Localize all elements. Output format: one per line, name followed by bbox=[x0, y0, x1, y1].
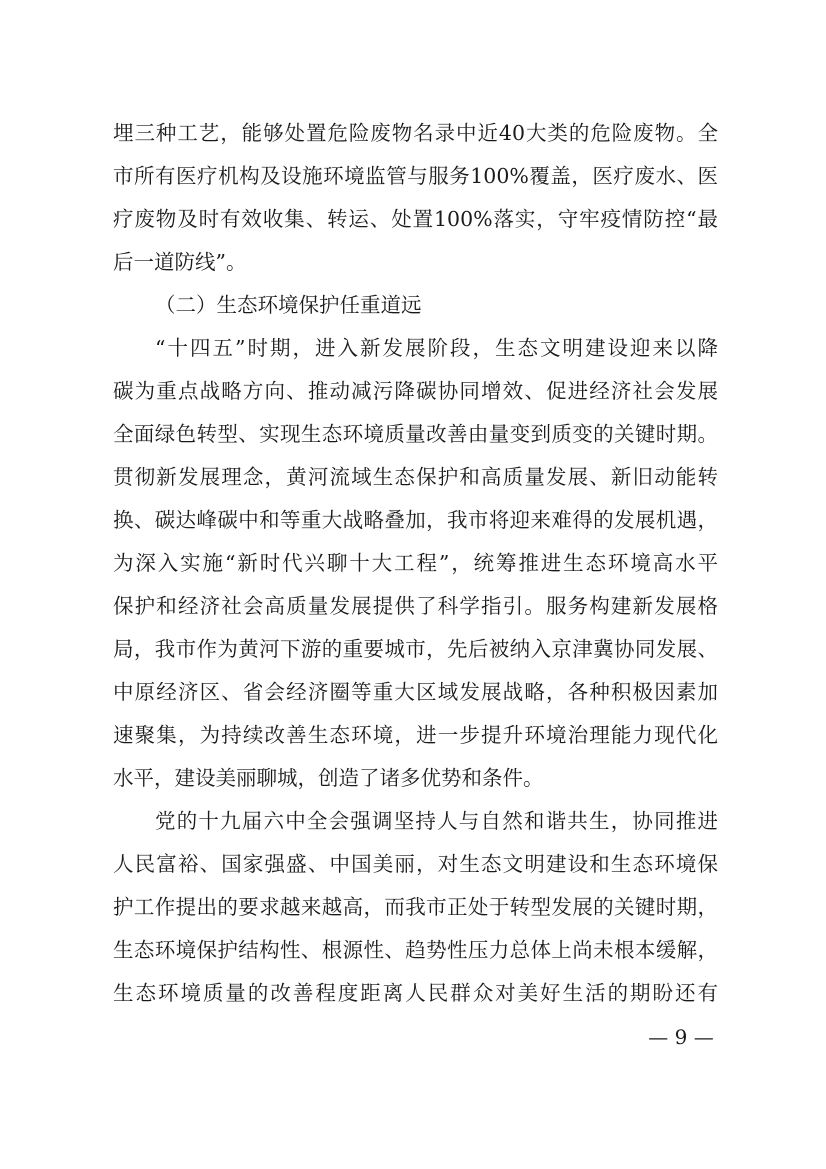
body-text-line: 党的十九届六中全会强调坚持人与自然和谐共生，协同推进 bbox=[155, 809, 718, 833]
body-text-line: 中原经济区、省会经济圈等重大区域发展战略，各种积极因素加 bbox=[113, 680, 718, 704]
body-text-line: 生态环境质量的改善程度距离人民群众对美好生活的期盼还有 bbox=[113, 981, 718, 1005]
body-text-line: 换、碳达峰碳中和等重大战略叠加，我市将迎来难得的发展机遇， bbox=[113, 508, 718, 532]
body-text-line: 疗废物及时有效收集、转运、处置100%落实，守牢疫情防控“最 bbox=[113, 207, 718, 231]
body-text-line: 局，我市作为黄河下游的重要城市，先后被纳入京津冀协同发展、 bbox=[113, 637, 718, 661]
body-text-line: 全面绿色转型、实现生态环境质量改善由量变到质变的关键时期。 bbox=[113, 422, 718, 446]
body-text-line: “十四五”时期，进入新发展阶段，生态文明建设迎来以降 bbox=[155, 336, 718, 360]
body-text-line: 护工作提出的要求越来越高，而我市正处于转型发展的关键时期， bbox=[113, 895, 718, 919]
body-text-line: 为深入实施“新时代兴聊十大工程”，统筹推进生态环境高水平 bbox=[113, 551, 718, 575]
body-text-line: 人民富裕、国家强盛、中国美丽，对生态文明建设和生态环境保 bbox=[113, 852, 718, 876]
section-heading: （二）生态环境保护任重道远 bbox=[155, 293, 422, 317]
body-text-line: 生态环境保护结构性、根源性、趋势性压力总体上尚未根本缓解， bbox=[113, 938, 718, 962]
body-text-line: 水平，建设美丽聊城，创造了诸多优势和条件。 bbox=[113, 766, 544, 790]
body-text-line: 埋三种工艺，能够处置危险废物名录中近40大类的危险废物。全 bbox=[113, 121, 718, 145]
body-text-line: 贯彻新发展理念，黄河流域生态保护和高质量发展、新旧动能转 bbox=[113, 465, 718, 489]
page-number: — 9 — bbox=[648, 1025, 714, 1049]
body-text-line: 速聚集，为持续改善生态环境，进一步提升环境治理能力现代化 bbox=[113, 723, 718, 747]
body-text-line: 后一道防线”。 bbox=[113, 250, 247, 274]
body-text-line: 市所有医疗机构及设施环境监管与服务100%覆盖，医疗废水、医 bbox=[113, 164, 718, 188]
body-text-line: 保护和经济社会高质量发展提供了科学指引。服务构建新发展格 bbox=[113, 594, 718, 618]
body-text-line: 碳为重点战略方向、推动减污降碳协同增效、促进经济社会发展 bbox=[113, 379, 718, 403]
